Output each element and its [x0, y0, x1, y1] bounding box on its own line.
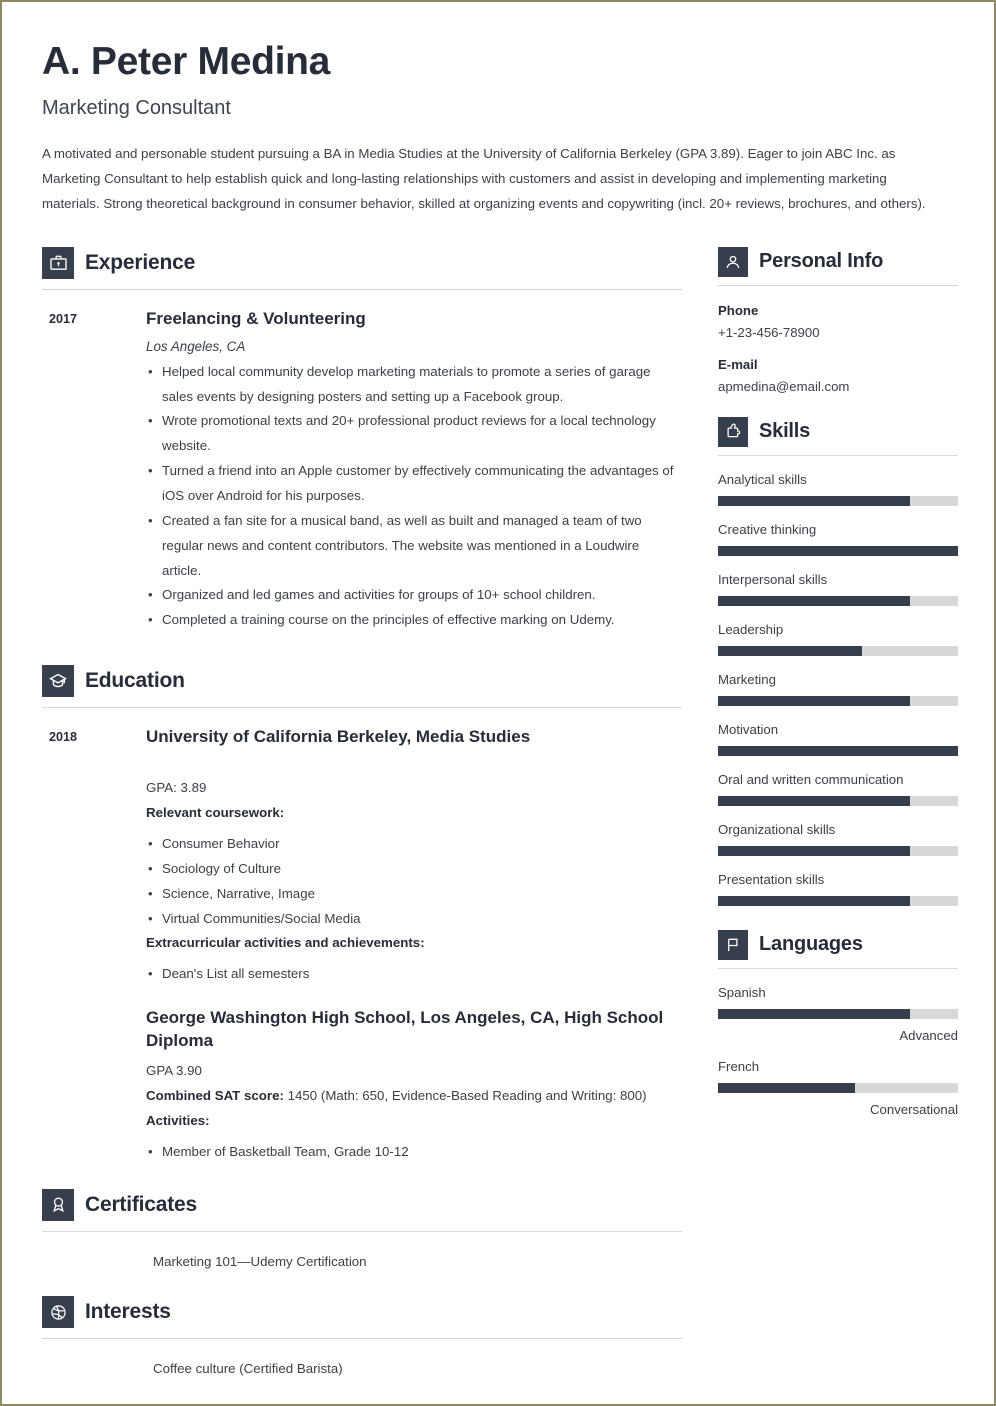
section-header-experience — [42, 247, 682, 279]
skill-bar-track — [718, 496, 958, 506]
skill-bar-fill — [718, 696, 910, 706]
language-level-text: Advanced — [899, 1027, 958, 1043]
resume-body — [42, 247, 958, 1382]
language-level-text: Conversational — [870, 1101, 958, 1117]
skill-bar-track — [718, 896, 958, 906]
skill-bar-item — [718, 672, 958, 706]
skill-bar-label: French — [718, 1058, 760, 1074]
skill-bar-label: Analytical skills — [718, 471, 807, 487]
section-rule — [42, 1231, 682, 1232]
skill-bar-label: Oral and written communication — [718, 771, 904, 787]
section-languages — [718, 930, 958, 1117]
experience-entry-title: Freelancing & Volunteering — [146, 308, 366, 328]
section-interests — [42, 1296, 682, 1379]
candidate-job-title: Marketing Consultant — [42, 96, 231, 119]
list-item: • Helped local community develop marketing materials to promote a series of garage sales events by designing posters and setting up a Facebook group. — [146, 360, 682, 410]
activities-list — [146, 1140, 682, 1165]
skill-bar-label: Marketing — [718, 671, 776, 687]
candidate-name: A. Peter Medina — [42, 40, 331, 83]
education-entry — [42, 725, 682, 1165]
skill-bar-item — [718, 772, 958, 806]
skill-bar-item — [718, 572, 958, 606]
skill-bar-label: Motivation — [718, 721, 779, 737]
phone-label: Phone — [718, 302, 759, 318]
certificate-item: Marketing 101—Udemy Certification — [153, 1253, 367, 1269]
section-title-certificates: Certificates — [85, 1192, 197, 1216]
basketball-icon — [42, 1296, 74, 1328]
section-rule — [42, 1338, 682, 1339]
phone-value: +1-23-456-78900 — [718, 324, 820, 340]
section-title-education: Education — [85, 669, 185, 693]
section-education — [42, 665, 682, 1165]
skill-bar-label: Leadership — [718, 621, 784, 637]
skill-bar-item — [718, 872, 958, 906]
section-personal-info — [718, 247, 958, 394]
skill-bar-fill — [718, 896, 910, 906]
skills-list — [718, 472, 958, 906]
skill-bar-track — [718, 1083, 958, 1093]
email-value: apmedina@email.com — [718, 378, 850, 394]
skill-bar-item — [718, 522, 958, 556]
section-rule — [42, 289, 682, 290]
section-experience — [42, 247, 682, 634]
section-title-languages: Languages — [759, 933, 863, 956]
section-header-interests — [42, 1296, 682, 1328]
list-item: • Turned a friend into an Apple customer by effectively communicating the advantages of iOS over Android for his purposes. — [146, 459, 682, 509]
coursework-label: Relevant coursework: — [146, 805, 285, 821]
skill-bar-track — [718, 546, 958, 556]
list-item: • Science, Narrative, Image — [146, 882, 682, 907]
education-entry-body — [146, 725, 682, 1165]
section-header-personal-info — [718, 247, 958, 277]
spacer — [42, 1274, 682, 1296]
section-rule — [718, 968, 958, 969]
section-rule — [42, 707, 682, 708]
skill-bar-label: Presentation skills — [718, 871, 825, 887]
skill-bar-item — [718, 985, 958, 1043]
section-header-certificates — [42, 1189, 682, 1221]
list-item: • Created a fan site for a musical band, as well as built and managed a team of two regular news and content contributors. The website was mentioned in a Loudwire article. — [146, 509, 682, 584]
puzzle-piece-icon — [718, 417, 748, 447]
education-gpa: GPA: 3.89 — [146, 780, 207, 796]
sidebar-column — [718, 247, 958, 1119]
skill-bar-track — [718, 796, 958, 806]
list-item: • Wrote promotional texts and 20+ professional product reviews for a local technology website. — [146, 409, 682, 459]
experience-entry-year: 2017 — [49, 311, 78, 326]
skill-bar-item — [718, 722, 958, 756]
skill-bar-fill — [718, 796, 910, 806]
award-ribbon-icon — [42, 1189, 74, 1221]
list-item: • Virtual Communities/Social Media — [146, 907, 682, 932]
experience-bullet-list — [146, 360, 682, 633]
skill-bar-fill — [718, 846, 910, 856]
skill-bar-label: Interpersonal skills — [718, 571, 828, 587]
languages-list — [718, 985, 958, 1117]
skill-bar-fill — [718, 496, 910, 506]
skill-bar-fill — [718, 546, 958, 556]
interest-item: Coffee culture (Certified Barista) — [153, 1361, 343, 1377]
spacer — [718, 396, 958, 417]
skill-bar-item — [718, 622, 958, 656]
spacer — [42, 1167, 682, 1189]
section-rule — [718, 455, 958, 456]
skill-bar-track — [718, 596, 958, 606]
list-item: • Organized and led games and activities for groups of 10+ school children. — [146, 583, 682, 608]
experience-entry-body — [146, 307, 682, 634]
experience-entry — [42, 307, 682, 634]
briefcase-icon — [42, 247, 74, 279]
skill-bar-fill — [718, 1083, 855, 1093]
section-header-languages — [718, 930, 958, 960]
activities-label: Activities: — [146, 1113, 210, 1129]
skill-bar-track — [718, 1009, 958, 1019]
sat-score-line — [146, 1084, 682, 1109]
extracurricular-label: Extracurricular activities and achievements: — [146, 935, 425, 951]
email-label: E-mail — [718, 356, 758, 372]
section-title-interests: Interests — [85, 1300, 171, 1324]
skill-bar-fill — [718, 746, 958, 756]
skill-bar-label: Spanish — [718, 984, 766, 1000]
experience-entry-location: Los Angeles, CA — [146, 338, 246, 354]
section-header-education — [42, 665, 682, 697]
skill-bar-item — [718, 822, 958, 856]
resume-header — [42, 40, 954, 217]
graduation-cap-icon — [42, 665, 74, 697]
section-title-skills: Skills — [759, 420, 811, 443]
skill-bar-label: Organizational skills — [718, 821, 836, 837]
section-skills — [718, 417, 958, 906]
spacer — [146, 748, 682, 776]
education-second-gpa: GPA 3.90 — [146, 1063, 202, 1079]
skill-bar-item — [718, 1059, 958, 1117]
list-item: • Consumer Behavior — [146, 832, 682, 857]
skill-bar-track — [718, 746, 958, 756]
skill-bar-track — [718, 846, 958, 856]
education-entry-title: University of California Berkeley, Media Studies — [146, 727, 531, 747]
section-title-personal-info: Personal Info — [759, 250, 884, 273]
skill-bar-track — [718, 646, 958, 656]
extracurricular-list — [146, 962, 682, 987]
list-item: • Member of Basketball Team, Grade 10-12 — [146, 1140, 682, 1165]
skill-bar-item — [718, 472, 958, 506]
sat-label: Combined SAT score: — [146, 1088, 284, 1104]
skill-bar-track — [718, 696, 958, 706]
skill-bar-fill — [718, 596, 910, 606]
skill-bar-fill — [718, 646, 862, 656]
flag-icon — [718, 930, 748, 960]
person-icon — [718, 247, 748, 277]
section-certificates — [42, 1189, 682, 1272]
candidate-summary: A motivated and personable student pursuing a BA in Media Studies at the University of California Berkeley (GPA 3.89). Eager to join ABC Inc. as Marketing Consultant to help establish quick and long-lasting relationships with customers and assist in developing and implementing marketing materials. Strong theoretical background in consumer behavior, skilled at organizing events and copywriting (incl. 20+ reviews, brochures, and others). — [42, 145, 926, 211]
section-header-skills — [718, 417, 958, 447]
sat-value: 1450 (Math: 650, Evidence-Based Reading and Writing: 800) — [283, 1088, 647, 1104]
list-item: • Sociology of Culture — [146, 857, 682, 882]
list-item: • Completed a training course on the principles of effective marking on Udemy. — [146, 608, 682, 633]
coursework-list — [146, 832, 682, 931]
education-second-entry-title: George Washington High School, Los Angeles, CA, High School Diploma — [146, 1008, 664, 1051]
section-title-experience: Experience — [85, 250, 196, 274]
education-entry-year: 2018 — [49, 730, 78, 745]
list-item: • Dean's List all semesters — [146, 962, 682, 987]
main-column — [42, 247, 682, 1382]
skill-bar-label: Creative thinking — [718, 521, 817, 537]
section-rule — [718, 285, 958, 286]
spacer — [718, 908, 958, 930]
spacer — [42, 635, 682, 665]
skill-bar-fill — [718, 1009, 910, 1019]
